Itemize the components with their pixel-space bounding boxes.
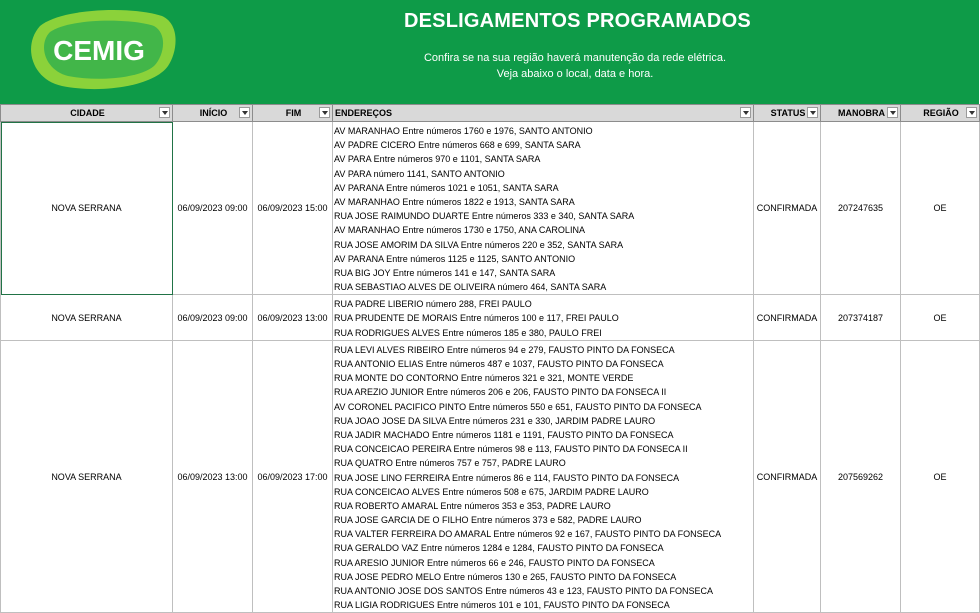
cell-status[interactable]: CONFIRMADA [754,295,821,341]
address-line: RUA LEVI ALVES RIBEIRO Entre números 94 e 279, FAUSTO PINTO DA FONSECA [334,344,675,355]
logo-text: CEMIG [53,35,145,66]
cell-regiao[interactable]: OE [901,340,980,613]
address-line: AV PARANA Entre números 1021 e 1051, SANTA SARA [334,182,559,193]
cell-inicio[interactable]: 06/09/2023 09:00 [173,122,253,295]
table-row[interactable] [1,122,980,295]
header-label: REGIÃO [923,108,959,118]
address-line: RUA JOSE AMORIM DA SILVA Entre números 220 e 352, SANTA SARA [334,239,624,250]
subtitle-line: Confira se na sua região haverá manutenção da rede elétrica. [423,52,727,64]
cell-cidade[interactable]: NOVA SERRANA [1,122,173,295]
address-line: RUA BIG JOY Entre números 141 e 147, SANTA SARA [334,267,556,278]
address-line: RUA JOSE PEDRO MELO Entre números 130 e 265, FAUSTO PINTO DA FONSECA [334,571,677,582]
header-label: STATUS [770,108,806,118]
address-line: AV MARANHAO Entre números 1822 e 1913, SANTA SARA [334,196,575,207]
column-header-regiao [901,105,980,122]
column-header-cidade [1,105,173,122]
outage-table [0,104,980,613]
address-line: RUA AREZIO JUNIOR Entre números 206 e 206, FAUSTO PINTO DA FONSECA II [334,387,667,398]
cell-manobra[interactable]: 207374187 [821,295,901,341]
address-line: RUA JOSE RAIMUNDO DUARTE Entre números 333 e 340, SANTA SARA [334,211,635,222]
header-row [1,105,980,122]
cell-cidade[interactable]: NOVA SERRANA [1,340,173,613]
cell-fim[interactable]: 06/09/2023 13:00 [253,295,333,341]
address-line: RUA ROBERTO AMARAL Entre números 353 e 353, PADRE LAURO [334,500,611,511]
column-header-enderecos [333,105,754,122]
filter-dropdown-icon[interactable] [319,107,330,118]
header-label: CIDADE [70,108,105,118]
address-line: RUA PRUDENTE DE MORAIS Entre números 100 e 117, FREI PAULO [334,313,619,324]
cell-enderecos[interactable] [333,295,754,341]
table-row[interactable] [1,295,980,341]
address-line: RUA GERALDO VAZ Entre números 1284 e 1284, FAUSTO PINTO DA FONSECA [334,543,664,554]
cell-manobra[interactable]: 207247635 [821,122,901,295]
page-subtitle [400,50,750,82]
address-line: AV MARANHAO Entre números 1760 e 1976, SANTO ANTONIO [334,126,593,136]
address-line: RUA JOSE LINO FERREIRA Entre números 86 e 114, FAUSTO PINTO DA FONSECA [334,472,680,483]
cell-status[interactable]: CONFIRMADA [754,122,821,295]
address-line: RUA ANTONIO JOSE DOS SANTOS Entre números 43 e 123, FAUSTO PINTO DA FONSECA [334,586,713,596]
address-line: RUA QUATRO Entre números 757 e 757, PADRE LAURO [334,458,566,469]
table-body [1,122,980,613]
cell-fim[interactable]: 06/09/2023 17:00 [253,340,333,613]
filter-dropdown-icon[interactable] [740,107,751,118]
table-row[interactable] [1,340,980,613]
cell-regiao[interactable]: OE [901,295,980,341]
address-line: RUA VALTER FERREIRA DO AMARAL Entre números 92 e 167, FAUSTO PINTO DA FONSECA [334,529,722,540]
address-line: RUA CONCEICAO PEREIRA Entre números 98 e 113, FAUSTO PINTO DA FONSECA II [334,444,688,455]
header-label: FIM [285,108,302,118]
address-line: RUA JOSE GARCIA DE O FILHO Entre números 373 e 582, PADRE LAURO [334,515,642,526]
address-line: AV MARANHAO Entre números 1730 e 1750, ANA CAROLINA [334,225,585,236]
header-label: MANOBRA [838,108,885,118]
address-line: AV PADRE CICERO Entre números 668 e 699, SANTA SARA [334,140,581,151]
address-line: RUA MONTE DO CONTORNO Entre números 321 e 321, MONTE VERDE [334,373,634,384]
cell-manobra[interactable]: 207569262 [821,340,901,613]
address-line: AV CORONEL PACIFICO PINTO Entre números 550 e 651, FAUSTO PINTO DA FONSECA [334,401,702,412]
cell-status[interactable]: CONFIRMADA [754,340,821,613]
header-banner [0,0,979,104]
cemig-logo [22,6,177,92]
filter-dropdown-icon[interactable] [887,107,898,118]
address-line: RUA LIGIA RODRIGUES Entre números 101 e 101, FAUSTO PINTO DA FONSECA [334,600,670,611]
cell-cidade[interactable]: NOVA SERRANA [1,295,173,341]
address-line: AV PARA número 1141, SANTO ANTONIO [334,168,505,179]
outage-table-container [0,104,979,611]
cell-enderecos[interactable] [333,122,754,295]
address-line: AV PARA Entre números 970 e 1101, SANTA SARA [334,154,541,165]
filter-dropdown-icon[interactable] [239,107,250,118]
address-line: RUA RODRIGUES ALVES Entre números 185 e 380, PAULO FREI [334,327,602,338]
address-line: RUA PADRE LIBERIO número 288, FREI PAULO [334,299,532,310]
cell-regiao[interactable]: OE [901,122,980,295]
column-header-manobra [821,105,901,122]
column-header-status [754,105,821,122]
column-header-inicio [173,105,253,122]
subtitle-line: Veja abaixo o local, data e hora. [496,68,654,80]
filter-dropdown-icon[interactable] [807,107,818,118]
address-line: RUA ARESIO JUNIOR Entre números 66 e 246, FAUSTO PINTO DA FONSECA [334,557,655,568]
column-header-fim [253,105,333,122]
header-label: ENDEREÇOS [335,108,393,118]
filter-dropdown-icon[interactable] [966,107,977,118]
address-line: AV PARANA Entre números 1125 e 1125, SANTO ANTONIO [334,253,576,264]
address-line: RUA JADIR MACHADO Entre números 1181 e 1191, FAUSTO PINTO DA FONSECA [334,429,674,440]
address-line: RUA SEBASTIAO ALVES DE OLIVEIRA número 464, SANTA SARA [334,282,607,293]
header-label: INÍCIO [199,108,228,118]
cell-enderecos[interactable] [333,340,754,613]
cell-fim[interactable]: 06/09/2023 15:00 [253,122,333,295]
cell-inicio[interactable]: 06/09/2023 13:00 [173,340,253,613]
cell-inicio[interactable]: 06/09/2023 09:00 [173,295,253,341]
address-line: RUA ANTONIO ELIAS Entre números 487 e 1037, FAUSTO PINTO DA FONSECA [334,359,664,369]
address-line: RUA JOAO JOSE DA SILVA Entre números 231 e 330, JARDIM PADRE LAURO [334,415,656,426]
page-title: DESLIGAMENTOS PROGRAMADOS [404,10,751,32]
address-line: RUA CONCEICAO ALVES Entre números 508 e 675, JARDIM PADRE LAURO [334,486,649,497]
filter-dropdown-icon[interactable] [159,107,170,118]
